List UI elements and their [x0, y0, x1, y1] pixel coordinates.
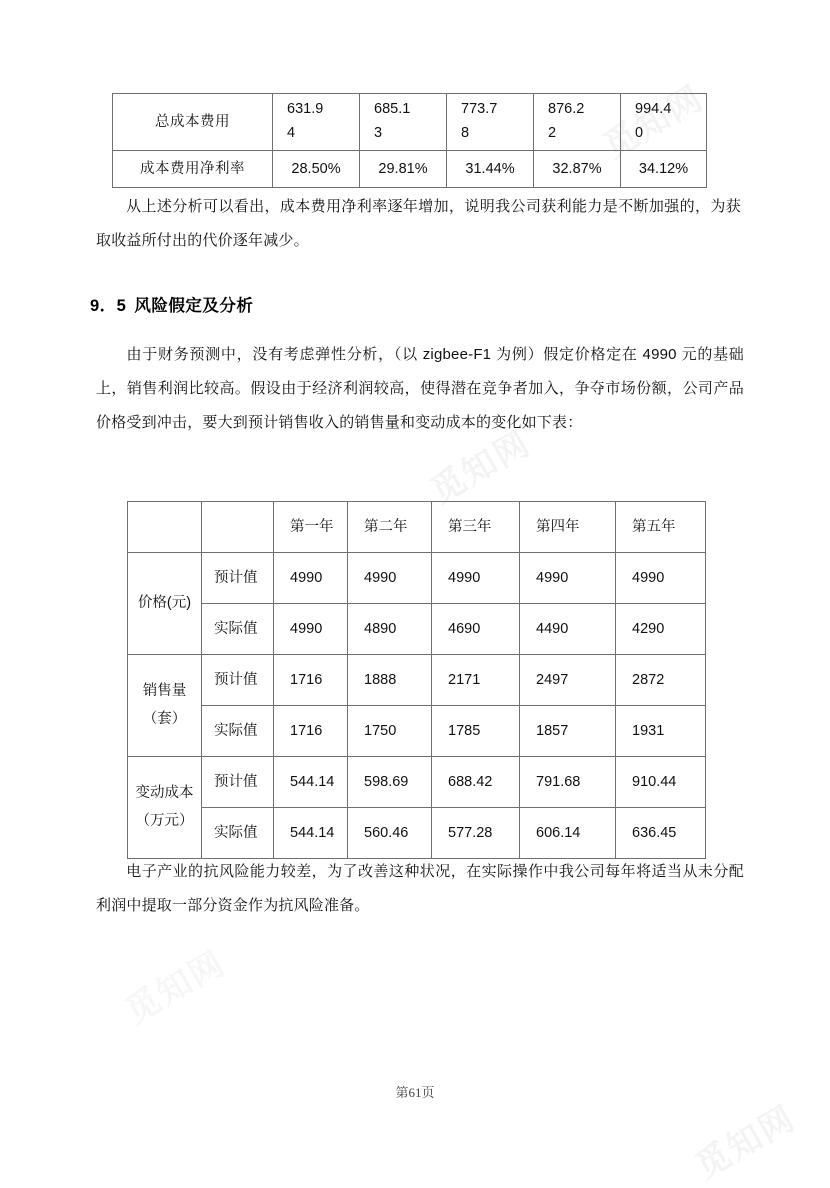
row-label: 总成本费用	[113, 94, 273, 151]
value-kind-label: 实际值	[202, 706, 274, 757]
heading-title: 风险假定及分析	[134, 297, 254, 315]
table-cell: 560.46	[348, 808, 432, 859]
watermark	[685, 1091, 803, 1187]
table-header-cell: 第一年	[274, 502, 348, 553]
table-row	[128, 604, 706, 655]
value-kind-label: 实际值	[202, 808, 274, 859]
table-cell: 4690	[432, 604, 520, 655]
group-label-line: 销售量	[142, 682, 187, 699]
table-cell: 4990	[274, 604, 348, 655]
heading-number: 9．5	[90, 297, 127, 315]
table-cell: 4490	[520, 604, 616, 655]
value-kind-label: 实际值	[202, 604, 274, 655]
table-cell	[360, 94, 447, 151]
table-row	[128, 808, 706, 859]
page-number-footer: 第61页	[395, 1085, 435, 1100]
row-group-label	[128, 655, 202, 757]
table-cell: 544.14	[274, 757, 348, 808]
table-cell: 29.81%	[360, 150, 447, 187]
cell-line: 876.2	[548, 101, 585, 117]
paragraph-text: 由于财务预测中，没有考虑弹性分析，（以 zigbee-F1 为例）假定价格定在 4990 元的基础上，销售利润比较高。假设由于经济利润较高，使得潜在竞争者加入，争夺市场份额，公司产品价格受到冲击，要大到预计销售收入的销售量和变动成本的变化如下表：	[96, 346, 744, 431]
table-cell	[534, 94, 621, 151]
row-label: 成本费用净利率	[113, 150, 273, 187]
cell-line: 8	[461, 124, 470, 141]
table-cell: 1888	[348, 655, 432, 706]
paragraph-text: 从上述分析可以看出，成本费用净利率逐年增加，说明我公司获利能力是不断加强的，为获取收益所付出的代价逐年减少。	[96, 198, 741, 249]
table-cell: 1750	[348, 706, 432, 757]
table-cell	[447, 94, 534, 151]
table-cell	[621, 94, 707, 151]
table-cell: 4990	[616, 553, 706, 604]
table-header-cell	[128, 502, 202, 553]
cell-line: 2	[548, 124, 557, 141]
table-cell: 2872	[616, 655, 706, 706]
table-header-row	[128, 502, 706, 553]
table-row	[128, 757, 706, 808]
cell-line: 994.4	[635, 101, 672, 117]
value-kind-label: 预计值	[202, 553, 274, 604]
table-cell: 4990	[348, 553, 432, 604]
table-cell: 577.28	[432, 808, 520, 859]
table-cell: 4990	[432, 553, 520, 604]
watermark	[115, 936, 233, 1032]
cell-line: 0	[635, 124, 644, 141]
cost-summary-table	[112, 93, 707, 188]
cell-line: 3	[374, 124, 383, 141]
table-cell: 2171	[432, 655, 520, 706]
table-cell: 4290	[616, 604, 706, 655]
table-cell: 1716	[274, 706, 348, 757]
table-cell: 688.42	[432, 757, 520, 808]
paragraph-risk-assumption	[96, 338, 744, 440]
cell-line: 685.1	[374, 101, 411, 117]
table-cell: 4990	[520, 553, 616, 604]
table-cell: 34.12%	[621, 150, 707, 187]
table-cell: 636.45	[616, 808, 706, 859]
table-cell: 4890	[348, 604, 432, 655]
row-group-label	[128, 553, 202, 655]
table-cell: 1716	[274, 655, 348, 706]
table-cell: 791.68	[520, 757, 616, 808]
value-kind-label: 预计值	[202, 655, 274, 706]
risk-sensitivity-table	[127, 501, 706, 859]
paragraph-analysis-conclusion	[96, 190, 741, 258]
table-cell: 2497	[520, 655, 616, 706]
cell-line: 773.7	[461, 101, 498, 117]
table-header-cell	[202, 502, 274, 553]
paragraph-risk-reserve	[96, 855, 744, 923]
table-header-cell: 第二年	[348, 502, 432, 553]
table-row	[113, 150, 707, 187]
table-row	[128, 553, 706, 604]
table-header-cell: 第四年	[520, 502, 616, 553]
group-label-line: 变动成本	[135, 784, 194, 801]
table-cell: 1857	[520, 706, 616, 757]
paragraph-text: 电子产业的抗风险能力较差，为了改善这种状况，在实际操作中我公司每年将适当从未分配利润中提取一部分资金作为抗风险准备。	[96, 863, 744, 914]
table-cell: 31.44%	[447, 150, 534, 187]
row-group-label	[128, 757, 202, 859]
cell-line: 4	[287, 124, 296, 141]
value-kind-label: 预计值	[202, 757, 274, 808]
table-cell: 598.69	[348, 757, 432, 808]
table-cell: 910.44	[616, 757, 706, 808]
table-cell: 1785	[432, 706, 520, 757]
table-row	[128, 655, 706, 706]
table-cell: 4990	[274, 553, 348, 604]
table-header-cell: 第五年	[616, 502, 706, 553]
group-label-line: （套）	[142, 710, 187, 727]
group-label-line: 价格(元)	[137, 594, 192, 611]
table-header-cell: 第三年	[432, 502, 520, 553]
table-cell: 1931	[616, 706, 706, 757]
table-cell: 32.87%	[534, 150, 621, 187]
group-label-line: （万元）	[135, 812, 194, 829]
table-row	[128, 706, 706, 757]
section-heading	[90, 292, 253, 316]
table-row	[113, 94, 707, 151]
cell-line: 631.9	[287, 101, 324, 117]
table-cell	[273, 94, 360, 151]
table-cell: 606.14	[520, 808, 616, 859]
table-cell: 544.14	[274, 808, 348, 859]
table-cell: 28.50%	[273, 150, 360, 187]
